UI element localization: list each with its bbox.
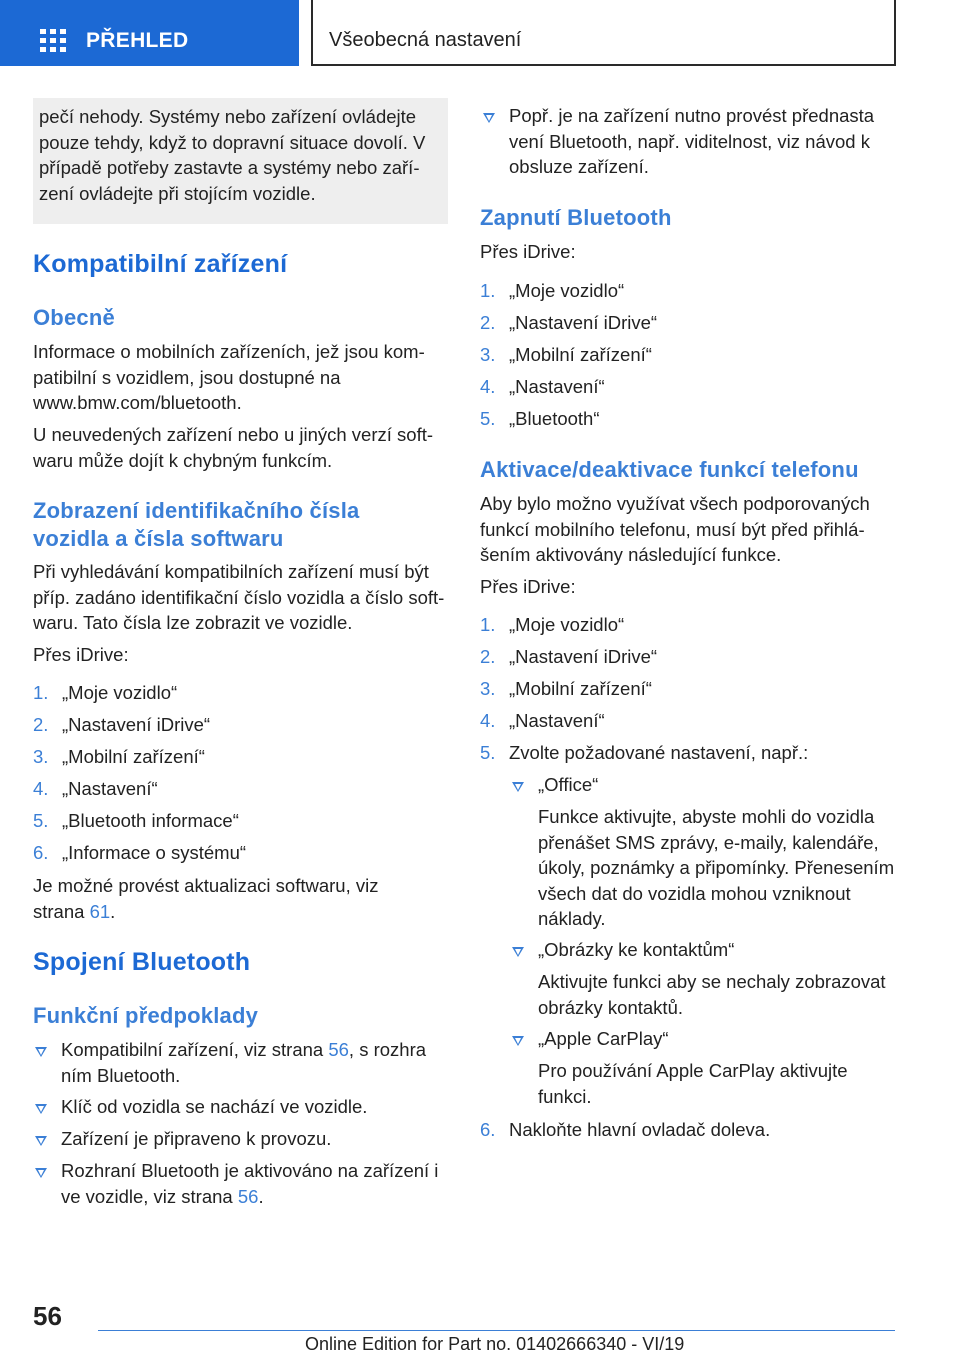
sub-item-title: „Apple CarPlay“ <box>538 1028 669 1049</box>
sub-item-title: „Obrázky ke kontaktům“ <box>538 939 735 960</box>
footer-edition: Online Edition for Part no. 01402666340 - VI/19 <box>305 1334 685 1354</box>
bullet-triangle-icon <box>512 782 524 792</box>
paragraph-general-2: U neuvedených zařízení nebo u jiných verzí softwaru může dojít k chybným funkcím. <box>33 424 434 471</box>
paragraph-idrive-right-2: Přes iDrive: <box>480 576 576 597</box>
paragraph-idrive-left: Přes iDrive: <box>33 644 129 665</box>
paragraph-idrive-right: Přes iDrive: <box>480 241 576 262</box>
bullet-triangle-icon <box>483 113 495 123</box>
page-link-61[interactable]: 61 <box>89 900 111 922</box>
section-title: Všeobecná nastavení <box>329 29 522 51</box>
paragraph-phone-functions: Aby bylo možno využívat všech podporovaných funkcí mobilního telefonu, musí být před přihlášením aktivovány následující funkce. <box>480 493 870 565</box>
overview-tab-label: PŘEHLED <box>86 29 189 52</box>
grid-menu-icon <box>40 29 66 51</box>
paragraph-general-1: Informace o mobilních zařízeních, jež jsou kompatibilní s vozidlem, jsou dostupné na www.bmw.com/bluetooth. <box>33 341 425 413</box>
paragraph-update: Je možné provést aktualizaci softwaru, viz strana 61. <box>33 875 379 922</box>
heading-phone-functions: Aktivace/deaktivace funkcí telefonu <box>480 457 859 482</box>
prereq-item: Kompatibilní zařízení, viz strana 56, s rozhra ním Bluetooth. <box>61 1039 427 1086</box>
bullet-triangle-icon <box>35 1136 47 1146</box>
prereq-item: Zařízení je připraveno k provozu. <box>61 1128 332 1149</box>
page-number: 56 <box>33 1301 62 1331</box>
bullet-triangle-icon <box>512 947 524 957</box>
bullet-triangle-icon <box>35 1047 47 1057</box>
safety-note-text: pečí nehody. Systémy nebo zařízení ovládejte pouze tehdy, když to dopravní situace dovolí. V případě potřeby zastavte a systémy nebo zařízení ovládejte při stojícím vozidle. <box>39 106 426 204</box>
bullet-triangle-icon <box>35 1104 47 1114</box>
heading-general: Obecně <box>33 305 115 330</box>
paragraph-pre-setting: Popř. je na zařízení nutno provést přednasta vení Bluetooth, např. viditelnost, viz návod k obsluze zařízení. <box>509 105 875 177</box>
page-link-56[interactable]: 56 <box>237 1185 259 1207</box>
heading-compatible-devices: Kompatibilní zařízení <box>33 250 288 278</box>
prereq-item: Rozhraní Bluetooth je aktivováno na zařízení i ve vozidle, viz strana 56. <box>61 1160 439 1207</box>
sub-item-description: Funkce aktivujte, abyste mohli do vozidla přenášet SMS zprávy, e-maily, kalendáře, úkoly, poznámky a připomínky. Přenesením všech dat do vozidla mohou vzniknout náklady. <box>538 806 895 929</box>
page-link-56[interactable]: 56 <box>328 1039 349 1060</box>
heading-bluetooth-on: Zapnutí Bluetooth <box>480 205 672 230</box>
heading-bluetooth-connection: Spojení Bluetooth <box>33 948 251 976</box>
bullet-triangle-icon <box>35 1168 47 1178</box>
heading-prerequisites: Funkční předpoklady <box>33 1003 259 1028</box>
heading-identification: Zobrazení identifikačního čísla vozidla a čísla softwaru <box>33 498 360 551</box>
bullet-triangle-icon <box>512 1036 524 1046</box>
footer-divider <box>98 1330 895 1331</box>
overview-tab[interactable] <box>0 0 299 66</box>
section-tab <box>311 0 896 66</box>
sub-item-description: Pro používání Apple CarPlay aktivujte funkci. <box>538 1060 848 1107</box>
paragraph-identification: Při vyhledávání kompatibilních zařízení musí být příp. zadáno identifikační číslo vozidla a číslo softwaru. Tato čísla lze zobrazit ve vozidle. <box>33 561 445 633</box>
sub-item-description: Aktivujte funkci aby se nechaly zobrazovat obrázky kontaktů. <box>538 971 886 1018</box>
top-bar <box>0 0 960 66</box>
sub-item-title: „Office“ <box>538 774 599 795</box>
safety-note <box>33 98 448 224</box>
prereq-item: Klíč od vozidla se nachází ve vozidle. <box>61 1096 368 1117</box>
